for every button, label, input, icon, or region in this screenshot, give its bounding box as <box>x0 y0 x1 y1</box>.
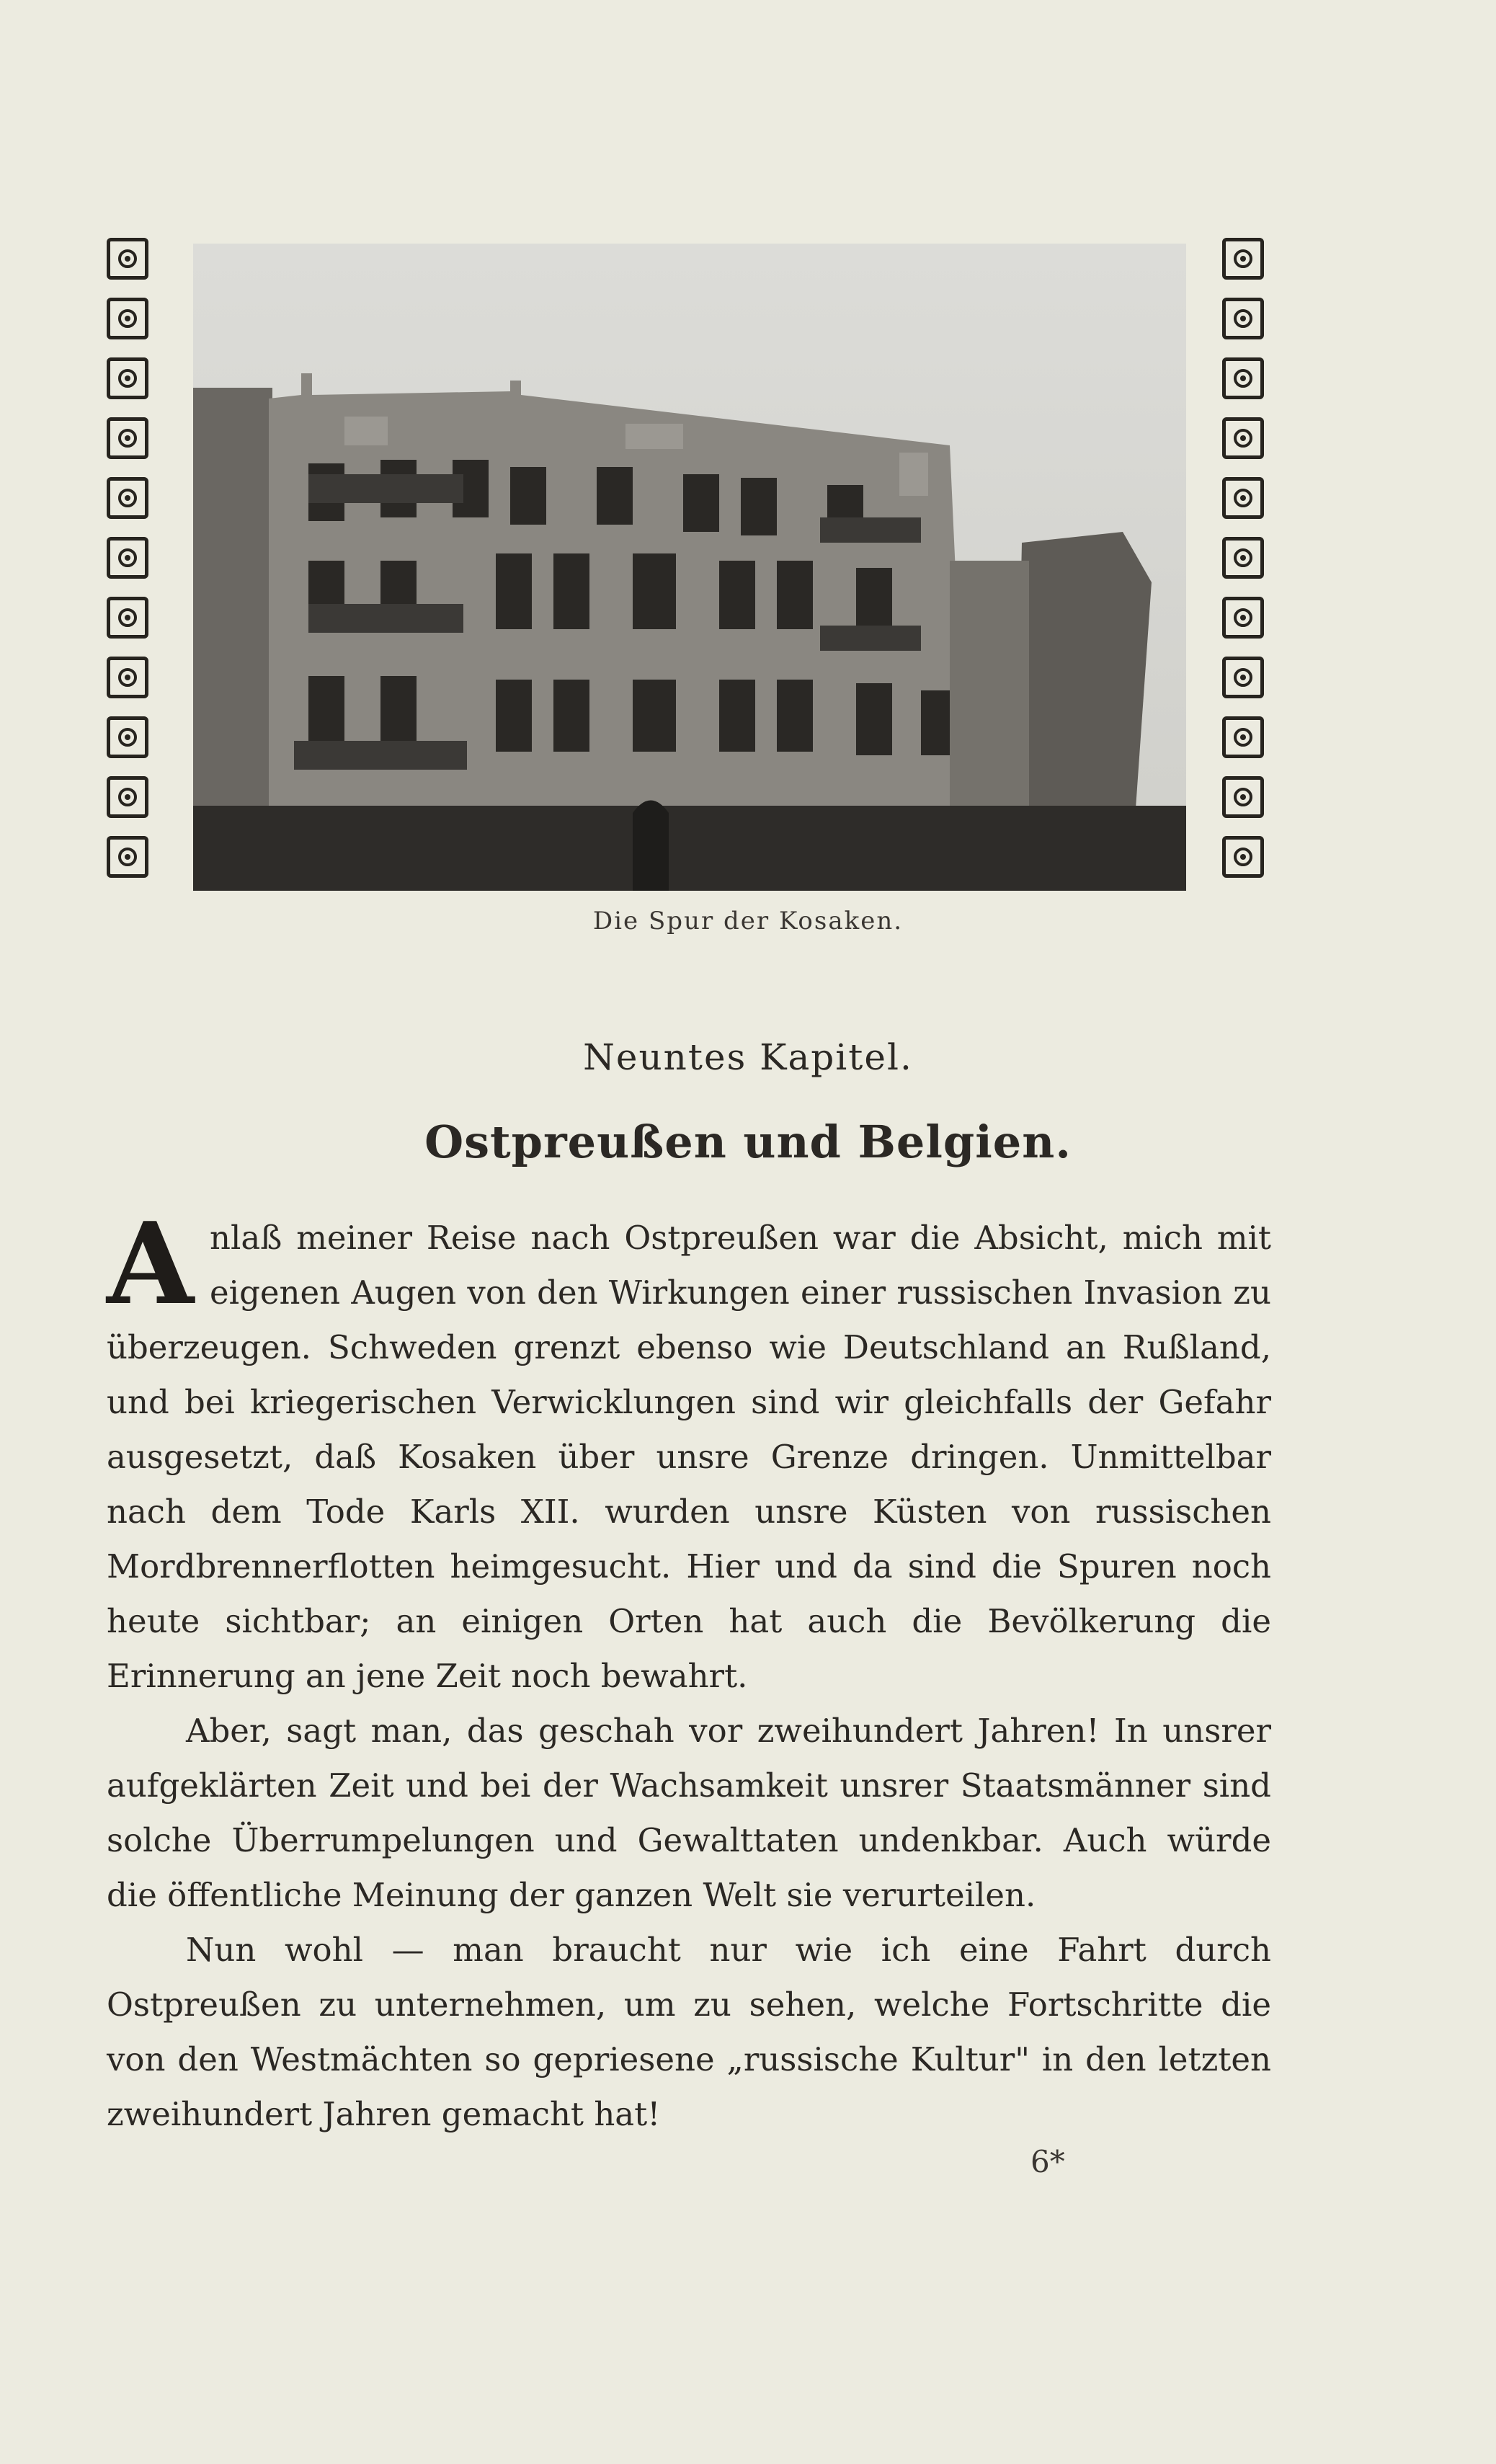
ornament-square-icon <box>107 836 148 878</box>
paragraph <box>107 1198 1271 1704</box>
ornament-square-icon <box>107 657 148 698</box>
ornament-square-icon <box>1222 836 1264 878</box>
ornament-square-icon <box>107 477 148 519</box>
ornament-square-icon <box>1222 417 1264 459</box>
ornament-square-icon <box>1222 716 1264 758</box>
ornament-square-icon <box>107 417 148 459</box>
ornament-square-icon <box>107 537 148 579</box>
ornament-square-icon <box>1222 298 1264 339</box>
page-number: 6* <box>1030 2144 1065 2179</box>
ornament-square-icon <box>107 597 148 639</box>
right-ornament-border <box>1222 238 1273 896</box>
ornament-square-icon <box>1222 357 1264 399</box>
figure-caption: Die Spur der Kosaken. <box>592 907 904 935</box>
ornament-square-icon <box>107 238 148 280</box>
ornament-square-icon <box>107 776 148 818</box>
left-ornament-border <box>107 238 157 896</box>
paragraph: Nun wohl — man braucht nur wie ich eine Fahrt durch Ostpreußen zu unternehmen, um zu sehen, welche Fortschritte die von den Westmächten so gepriesene „russische Kultur" in den letzten zweihundert Jahren gemacht hat! <box>107 1931 1271 2133</box>
body-text <box>107 1198 1271 2142</box>
ornament-square-icon <box>107 357 148 399</box>
ruined-building-photo <box>193 244 1186 891</box>
paragraph-text: nlaß meiner Reise nach Ostpreußen war die Absicht, mich mit eigenen Augen von den Wirkungen einer russischen Invasion zu überzeugen. Schweden grenzt ebenso wie Deutschland an Rußland, und bei kriegerischen Verwicklungen sind wir gleichfalls der Gefahr ausgesetzt, daß Kosaken über unsre Grenze dringen. Unmittelbar nach dem Tode Karls XII. wurden unsre Küsten von russischen Mordbrennerflotten heimgesucht. Hier und da sind die Spuren noch heute sichtbar; an einigen Orten hat auch die Bevölkerung die Erinnerung an jene Zeit noch bewahrt. <box>107 1219 1271 1695</box>
ornament-square-icon <box>1222 477 1264 519</box>
chapter-label: Neuntes Kapitel. <box>583 1036 913 1078</box>
ornament-square-icon <box>1222 657 1264 698</box>
paragraph: Aber, sagt man, das geschah vor zweihundert Jahren! In unsrer aufgeklärten Zeit und bei der Wachsamkeit unsrer Staatsmänner sind solche Überrumpelungen und Gewalttaten undenkbar. Auch würde die öffentliche Meinung der ganzen Welt sie verurteilen. <box>107 1712 1271 1914</box>
chapter-title: Ostpreußen und Belgien. <box>424 1116 1072 1168</box>
ornament-square-icon <box>1222 776 1264 818</box>
drop-cap: A <box>107 1198 195 1330</box>
ornament-square-icon <box>1222 238 1264 280</box>
ornament-square-icon <box>107 298 148 339</box>
ornament-square-icon <box>1222 597 1264 639</box>
ornament-square-icon <box>107 716 148 758</box>
ornament-square-icon <box>1222 537 1264 579</box>
